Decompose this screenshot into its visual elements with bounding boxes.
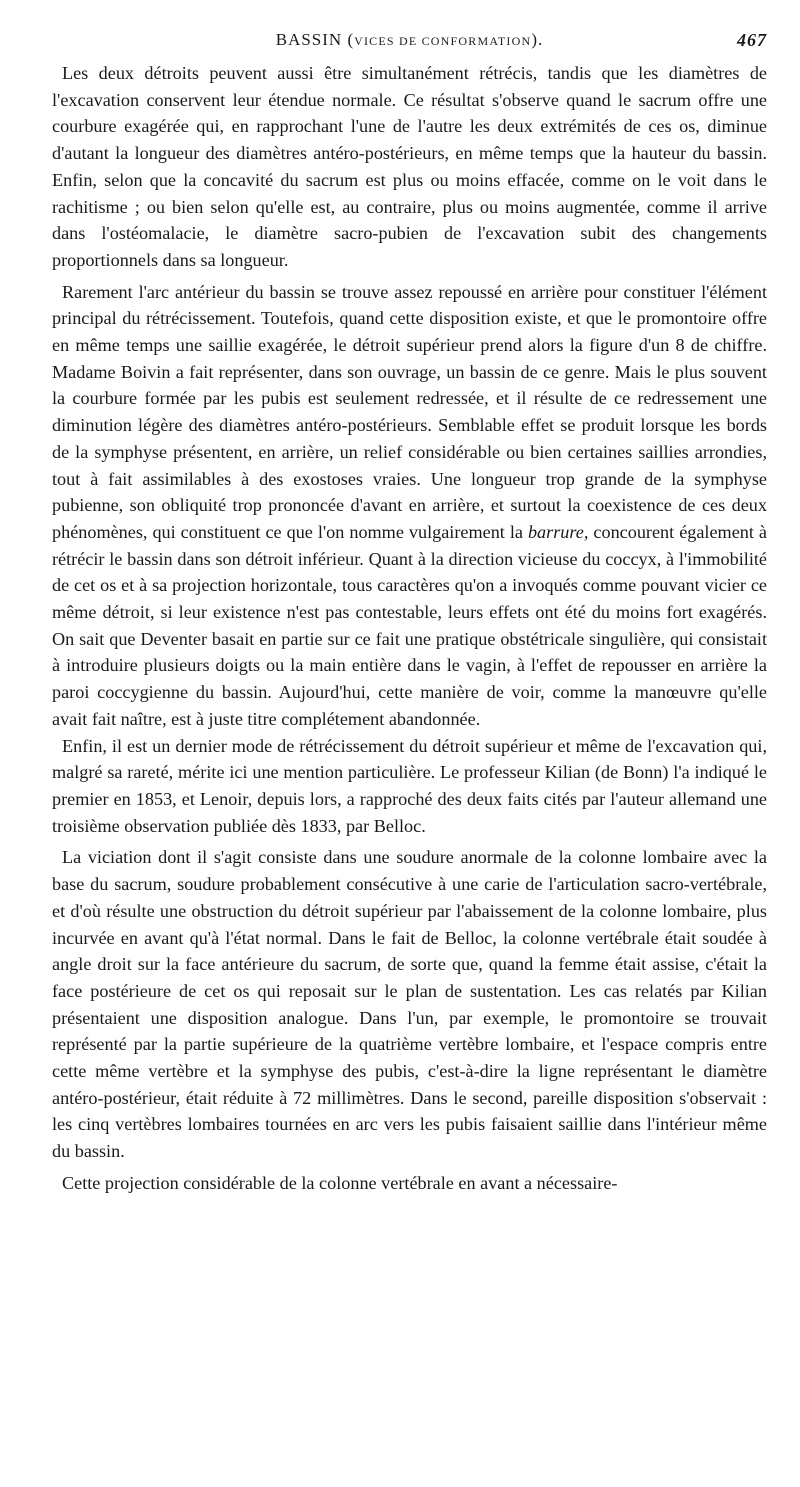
- paragraph-2-part-1: Rarement l'arc antérieur du bassin se trouve assez repoussé en arrière pour constituer l'élément principal du rétrécissement. Toutefois, quand cette disposition existe, et que le promontoire offre en même temps une saillie exagérée, le détroit supérieur prend alors la figure d'un 8 de chiffre. Madame Boivin a fait représenter, dans son ouvrage, un bassin de ce genre. Mais le plus souvent la courbure formée par les pubis est seulement redressée, et il résulte de ce redressement une diminution légère des diamètres antéro-postérieurs. Semblable effet se produit lorsque les bords de la symphyse présentent, en arrière, un relief considérable ou bien certaines saillies arrondies, tout à fait assimilables à des exostoses vraies. Une longueur trop grande de la symphyse pubienne, son obliquité trop prononcée d'avant en arrière, et surtout la coexistence de ces deux phénomènes, qui constituent ce que l'on nomme vulgairement la: [52, 281, 767, 542]
- paragraph-3: Enfin, il est un dernier mode de rétrécissement du détroit supérieur et même de l'excavation qui, malgré sa rareté, mérite ici une mention particulière. Le professeur Kilian (de Bonn) l'a indiqué le premier en 1853, et Lenoir, depuis lors, a rapproché des deux faits cités par l'auteur allemand une troisième observation publiée dès 1833, par Belloc.: [52, 735, 767, 836]
- paragraph-2-part-2: concourent également à rétrécir le bassin dans son détroit inférieur. Quant à la direction vicieuse du coccyx, à l'immobilité de cet os et à sa projection horizontale, tous caractères qu'on a invoqués comme pouvant vicier ce même détroit, si leur existence n'est pas contestable, leurs effets ont été du moins fort exagérés. On sait que Deventer basait en partie sur ce fait une pratique obstétricale singulière, qui consistait à introduire plusieurs doigts ou la main entière dans le vagin, à l'effet de repousser en arrière la paroi coccygienne du bassin. Aujourd'hui, cette manière de voir, comme la manœuvre qu'elle avait fait naître, est à juste titre complétement abandonnée.: [52, 521, 767, 729]
- paragraph-4: La viciation dont il s'agit consiste dans une soudure anormale de la colonne lombaire avec la base du sacrum, soudure probablement consécutive à une carie de l'articulation sacro-vertébrale, et d'où résulte une obstruction du détroit supérieur par l'abaissement de la colonne lombaire, plus incurvée en avant qu'à l'état normal. Dans le fait de Belloc, la colonne vertébrale était soudée à angle droit sur la face antérieure du sacrum, de sorte que, quand la femme était assise, c'était la face postérieure de cet os qui reposait sur le plan de sustentation. Les cas relatés par Kilian présentaient une disposition analogue. Dans l'un, par exemple, le promontoire se trouvait représenté par la partie supérieure de la quatrième vertèbre lombaire, et l'espace compris entre cette même vertèbre et la symphyse des pubis, c'est-à-dire la ligne représentant le diamètre antéro-postérieur, était réduite à 72 millimètres. Dans le second, pareille disposition s'observait : les cinq vertèbres lombaires tournées en arc vers les pubis faisaient saillie dans l'intérieur même du bassin.: [52, 847, 767, 1162]
- running-head: [52, 30, 767, 60]
- running-title-subtitle: VICES DE CONFORMATION: [354, 34, 532, 48]
- paragraph-2: [52, 279, 767, 733]
- body-text: [52, 60, 767, 1197]
- paragraph-1: Les deux détroits peuvent aussi être simultanément rétrécis, tandis que les diamètres de l'excavation conservent leur étendue normale. Ce résultat s'observe quand le sacrum offre une courbure exagérée qui, en rapprochant l'une de l'autre les deux extrémités de ces os, diminue d'autant la longueur des diamètres antéro-postérieurs, en même temps que la hauteur du bassin. Enfin, selon que la concavité du sacrum est plus ou moins effacée, comme on le voit dans le rachitisme ; ou bien selon qu'elle est, au contraire, plus ou moins augmentée, comme il arrive dans l'ostéomalacie, le diamètre sacro-pubien de l'excavation subit des changements proportionnels dans sa longueur.: [52, 63, 767, 270]
- page: [52, 30, 767, 1197]
- running-title: [52, 30, 767, 50]
- running-title-end: ).: [531, 30, 544, 49]
- page-number: 467: [737, 30, 767, 50]
- running-title-main: BASSIN (: [275, 30, 355, 49]
- paragraph-5: Cette projection considérable de la colonne vertébrale en avant a nécessaire-: [62, 1172, 618, 1193]
- paragraph-2-italic-term: barrure,: [527, 521, 589, 542]
